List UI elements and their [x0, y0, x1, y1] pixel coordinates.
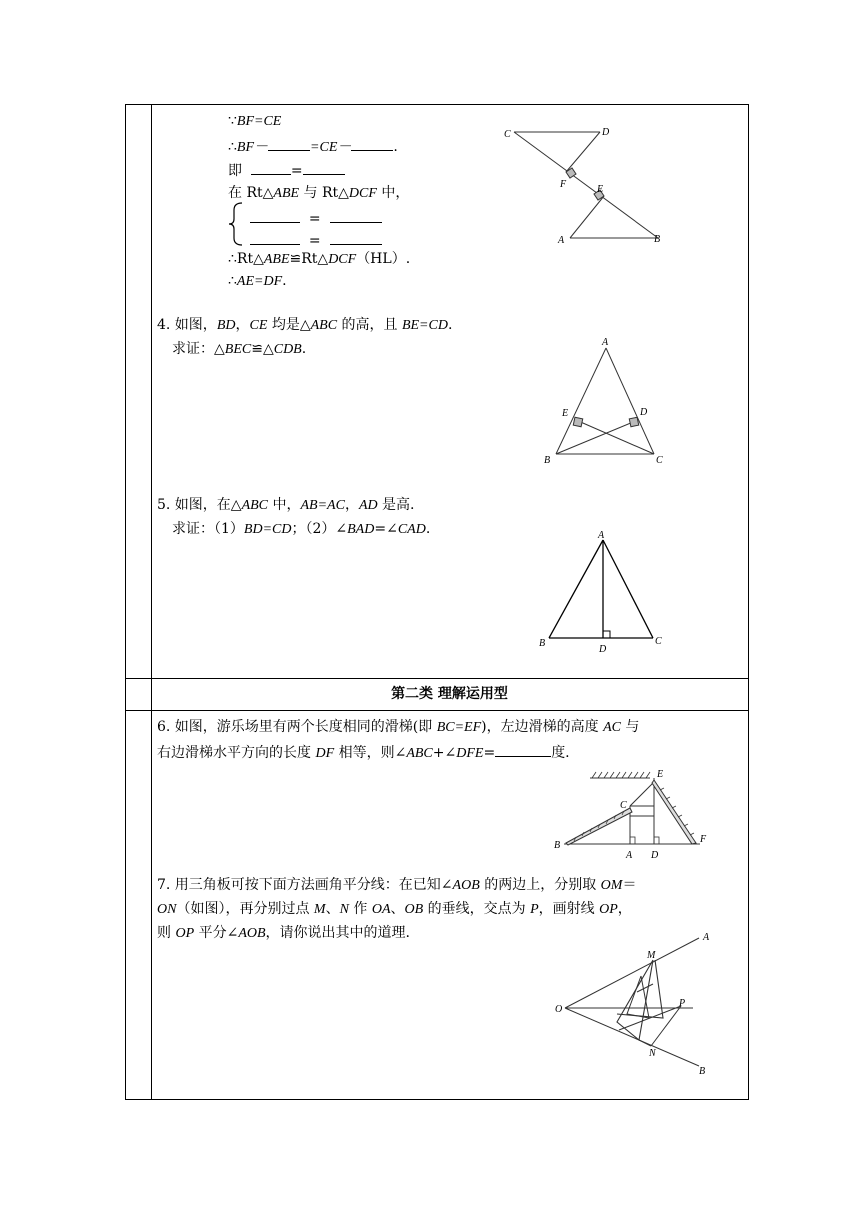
problem-4-line-1: 4. 如图，BD，CE 均是△ABC 的高，且 BE=CD.	[157, 317, 453, 333]
fig4-label-B: B	[544, 455, 551, 466]
figure-6	[550, 766, 715, 862]
fig4-label-E: E	[562, 408, 569, 419]
system-line-1: =	[250, 208, 382, 228]
table-column-divider	[151, 105, 152, 1099]
answer-blank	[495, 742, 551, 757]
proof-line-8: ∴AE=DF.	[228, 273, 287, 289]
fig3-label-D: D	[602, 127, 610, 138]
fig7-label-N: N	[649, 1048, 656, 1059]
fig3-label-C: C	[504, 129, 511, 140]
fig3-label-F: F	[560, 179, 567, 190]
fig6-label-F: F	[700, 834, 707, 845]
fig5-label-B: B	[539, 638, 546, 649]
proof-line-3: 即 =	[228, 160, 345, 180]
problem-7-line-1: 7. 用三角板可按下面方法画角平分线：在已知∠AOB 的两边上，分别取 OM＝	[157, 877, 637, 893]
system-line-2: =	[250, 230, 382, 250]
problem-7-line-2: ON（如图），再分别过点 M、N 作 OA、OB 的垂线，交点为 P，画射线 OP，	[157, 901, 632, 917]
problem-6-line-2: 右边滑梯水平方向的长度 DF 相等，则∠ABC+∠DFE= 度.	[157, 742, 570, 763]
proof-line-4: 在 Rt△ABE 与 Rt△DCF 中，	[228, 185, 410, 201]
answer-blank	[268, 136, 310, 151]
figure-7	[553, 928, 713, 1076]
fig7-label-P: P	[679, 998, 686, 1009]
fig7-label-A: A	[703, 932, 710, 943]
proof-line-7: ∴Rt△ABE≌Rt△DCF（HL）.	[228, 251, 411, 267]
problem-5-line-1: 5. 如图，在△ABC 中，AB=AC，AD 是高.	[157, 497, 415, 513]
fig6-label-A: A	[626, 850, 633, 861]
answer-blank	[250, 208, 300, 223]
answer-blank	[251, 160, 291, 175]
answer-blank	[330, 208, 382, 223]
figure-4	[540, 336, 670, 468]
fig7-label-B: B	[699, 1066, 706, 1077]
fig6-label-D: D	[651, 850, 659, 861]
fig7-label-O: O	[555, 1004, 563, 1015]
fig6-label-B: B	[554, 840, 561, 851]
figure-3	[500, 124, 680, 248]
fig3-label-A: A	[558, 235, 565, 246]
fig6-label-C: C	[620, 800, 627, 811]
fig5-label-A: A	[598, 530, 605, 541]
problem-5-line-2: 求证：（1）BD=CD；（2）∠BAD=∠CAD.	[172, 521, 431, 537]
system-brace	[228, 202, 244, 246]
problem-7-line-3: 则 OP 平分∠AOB，请你说出其中的道理.	[157, 925, 410, 941]
proof-line-1: ∵BF=CE	[228, 113, 282, 129]
fig3-label-B: B	[654, 234, 661, 245]
figure-5	[535, 528, 675, 656]
fig4-label-D: D	[640, 407, 648, 418]
fig5-label-C: C	[655, 636, 662, 647]
answer-blank	[351, 136, 393, 151]
fig5-label-D: D	[599, 644, 607, 655]
fig4-label-C: C	[656, 455, 663, 466]
table-row-divider-2	[126, 710, 748, 711]
proof-line-2: ∴BF－ =CE－ .	[228, 136, 398, 157]
problem-4-line-2: 求证：△BEC≌△CDB.	[172, 341, 307, 357]
answer-blank	[250, 230, 300, 245]
section-title-row	[151, 678, 748, 710]
answer-blank	[330, 230, 382, 245]
fig4-label-A: A	[602, 337, 609, 348]
fig6-label-E: E	[657, 769, 664, 780]
section-title: 第二类 理解运用型	[391, 686, 508, 702]
fig7-label-M: M	[647, 950, 656, 961]
problem-6-line-1: 6. 如图，游乐场里有两个长度相同的滑梯(即 BC=EF)，左边滑梯的高度 AC 与	[157, 719, 640, 735]
fig3-label-E: E	[597, 184, 604, 195]
answer-blank	[303, 160, 345, 175]
